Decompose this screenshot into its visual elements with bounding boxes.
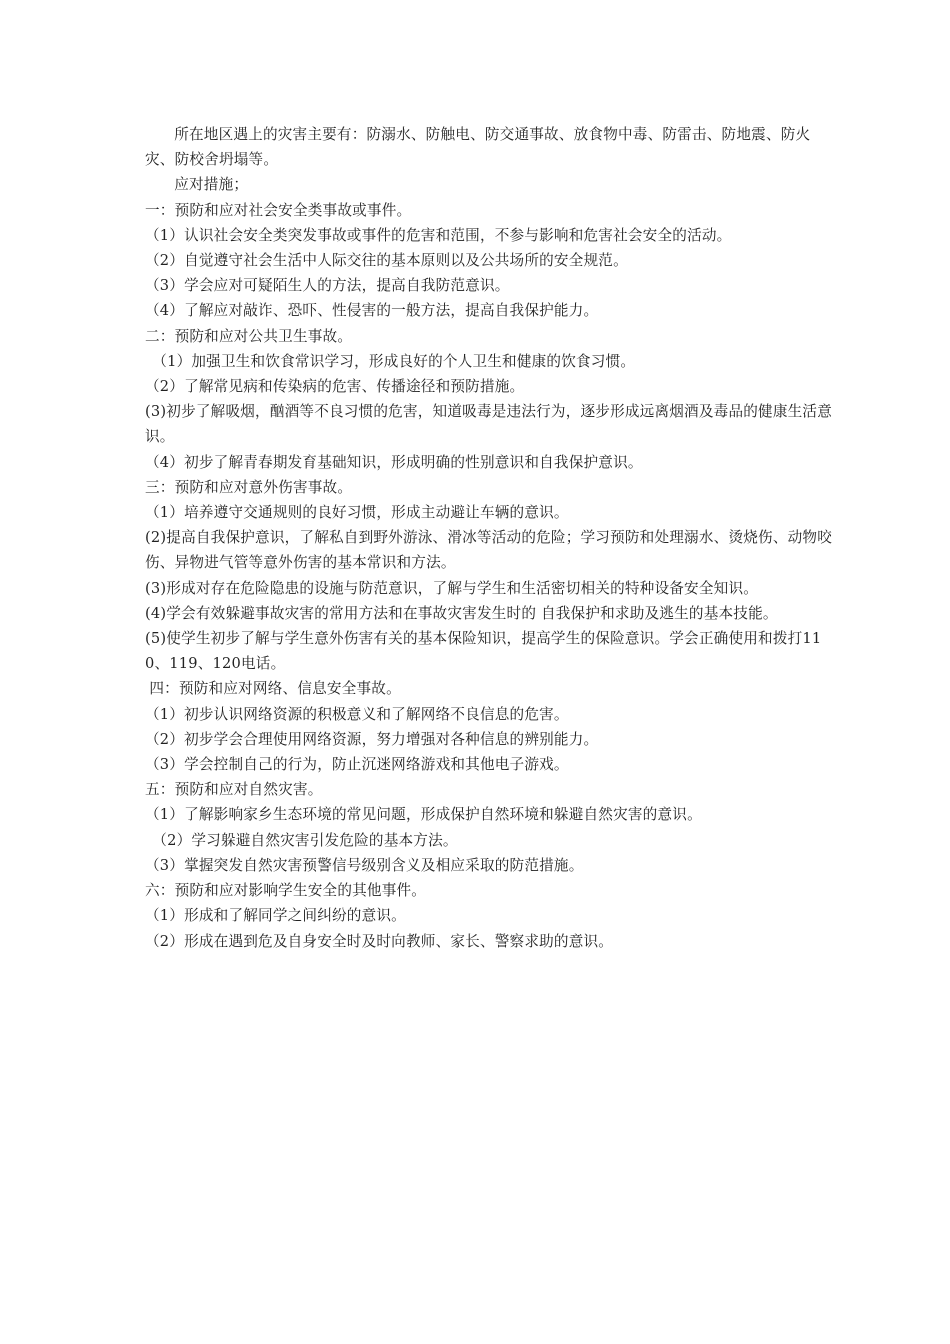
list-item: （4）了解应对敲诈、恐吓、性侵害的一般方法，提高自我保护能力。 [145, 302, 599, 320]
section-heading-natural-disasters: 五：预防和应对自然灾害。 [145, 781, 323, 799]
list-item: （2）了解常见病和传染病的危害、传播途径和预防措施。 [145, 378, 525, 396]
list-item: （1）了解影响家乡生态环境的常见问题，形成保护自然环境和躲避自然灾害的意识。 [145, 806, 702, 824]
list-item: （3）学会应对可疑陌生人的方法，提高自我防范意识。 [145, 277, 510, 295]
list-item: (2)提高自我保护意识，了解私自到野外游泳、滑冰等活动的危险；学习预防和处理溺水、烫烧伤、动物咬伤、异物进气管等意外伤害的基本常识和方法。 [145, 529, 832, 572]
list-item: （1）初步认识网络资源的积极意义和了解网络不良信息的危害。 [145, 705, 569, 723]
list-item: （1）形成和了解同学之间纠纷的意识。 [145, 907, 406, 925]
section-heading-other-events: 六：预防和应对影响学生安全的其他事件。 [145, 882, 427, 900]
paragraph-measures-heading: 应对措施； [174, 176, 249, 194]
list-item: （1）加强卫生和饮食常识学习，形成良好的个人卫生和健康的饮食习惯。 [152, 352, 636, 370]
list-item: (3)形成对存在危险隐患的设施与防范意识，了解与学生和生活密切相关的特种设备安全知识。 [145, 579, 759, 597]
list-item: （1）认识社会安全类突发事故或事件的危害和范围，不参与影响和危害社会安全的活动。 [145, 226, 732, 244]
section-heading-network: 四：预防和应对网络、信息安全事故。 [149, 680, 401, 698]
section-heading-public-health: 二：预防和应对公共卫生事故。 [145, 327, 353, 345]
list-item: （2）初步学会合理使用网络资源，努力增强对各种信息的辨别能力。 [145, 730, 599, 748]
section-heading-social-safety: 一：预防和应对社会安全类事故或事件。 [145, 201, 412, 219]
list-item: （2）自觉遵守社会生活中人际交往的基本原则以及公共场所的安全规范。 [145, 252, 628, 270]
list-item: （2）学习躲避自然灾害引发危险的基本方法。 [152, 831, 458, 849]
list-item: （3）掌握突发自然灾害预警信号级别含义及相应采取的防范措施。 [145, 856, 584, 874]
list-item: (3)初步了解吸烟，酗酒等不良习惯的危害，知道吸毒是违法行为，逐步形成远离烟酒及毒品的健康生活意识。 [145, 403, 832, 446]
list-item: (4)学会有效躲避事故灾害的常用方法和在事故灾害发生时的 自我保护和求助及逃生的基本技能。 [145, 604, 778, 622]
list-item: (5)使学生初步了解与学生意外伤害有关的基本保险知识，提高学生的保险意识。学会正确使用和拨打110、119、120电话。 [145, 630, 822, 673]
document-body [145, 122, 835, 954]
paragraph-hazards: 所在地区遇上的灾害主要有：防溺水、防触电、防交通事故、放食物中毒、防雷击、防地震、防火灾、防校舍坍塌等。 [145, 126, 811, 169]
list-item: （2）形成在遇到危及自身安全时及时向教师、家长、警察求助的意识。 [145, 932, 614, 950]
section-heading-accidents: 三：预防和应对意外伤害事故。 [145, 478, 353, 496]
list-item: （3）学会控制自己的行为，防止沉迷网络游戏和其他电子游戏。 [145, 756, 569, 774]
list-item: （1）培养遵守交通规则的良好习惯，形成主动避让车辆的意识。 [145, 504, 569, 522]
list-item: （4）初步了解青春期发育基础知识，形成明确的性别意识和自我保护意识。 [145, 453, 643, 471]
